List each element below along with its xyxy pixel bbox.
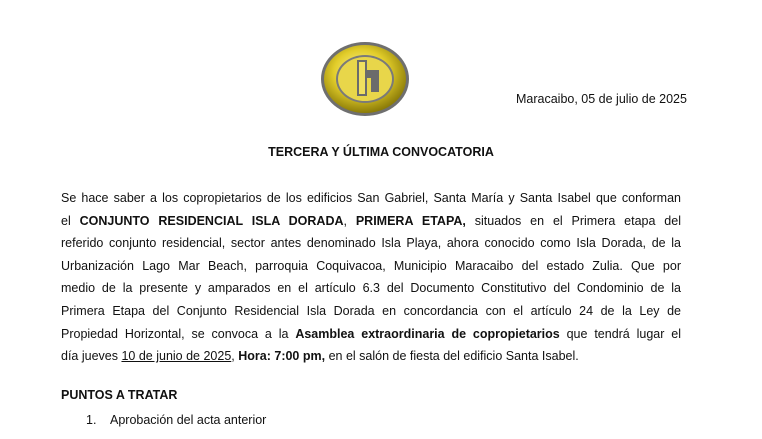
document-date: Maracaibo, 05 de julio de 2025 bbox=[516, 92, 687, 106]
paragraph-line: día jueves 10 de junio de 2025, Hora: 7:00 pm, en el salón de fiesta del edificio Santa Isabel. bbox=[61, 349, 579, 364]
meeting-date: 10 de junio de 2025 bbox=[121, 349, 232, 364]
section-title: PUNTOS A TRATAR bbox=[61, 388, 178, 402]
paragraph-line: referido conjunto residencial, sector antes denominado Isla Playa, ahora conocido como Isla Dorada, de la bbox=[61, 236, 681, 251]
convocation-paragraph bbox=[61, 187, 681, 368]
paragraph-line: Urbanización Lago Mar Beach, parroquia Coquivacoa, Municipio Maracaibo del estado Zulia. Que por bbox=[61, 258, 681, 273]
list-item: 1. Aprobación del acta anterior bbox=[86, 413, 267, 427]
paragraph-line: Primera Etapa del Conjunto Residencial Isla Dorada en concordancia con el artículo 24 de la Ley de bbox=[61, 303, 681, 318]
paragraph-line: medio de la presente y amparados en el artículo 6.3 del Documento Constitutivo del Condominio de la bbox=[61, 281, 681, 296]
paragraph-line: Se hace saber a los copropietarios de los edificios San Gabriel, Santa María y Santa Isabel que conforman bbox=[61, 191, 681, 205]
agenda-list bbox=[86, 413, 266, 435]
paragraph-line: Propiedad Horizontal, se convoca a la Asamblea extraordinaria de copropietarios que tendrá lugar el bbox=[61, 326, 682, 341]
gold-ring-logo bbox=[319, 40, 411, 118]
paragraph-line: el CONJUNTO RESIDENCIAL ISLA DORADA, PRIMERA ETAPA, situados en el Primera etapa del bbox=[61, 213, 681, 228]
meeting-time: Hora: 7:00 pm, bbox=[238, 349, 326, 364]
document-title: TERCERA Y ÚLTIMA CONVOCATORIA bbox=[268, 145, 494, 159]
